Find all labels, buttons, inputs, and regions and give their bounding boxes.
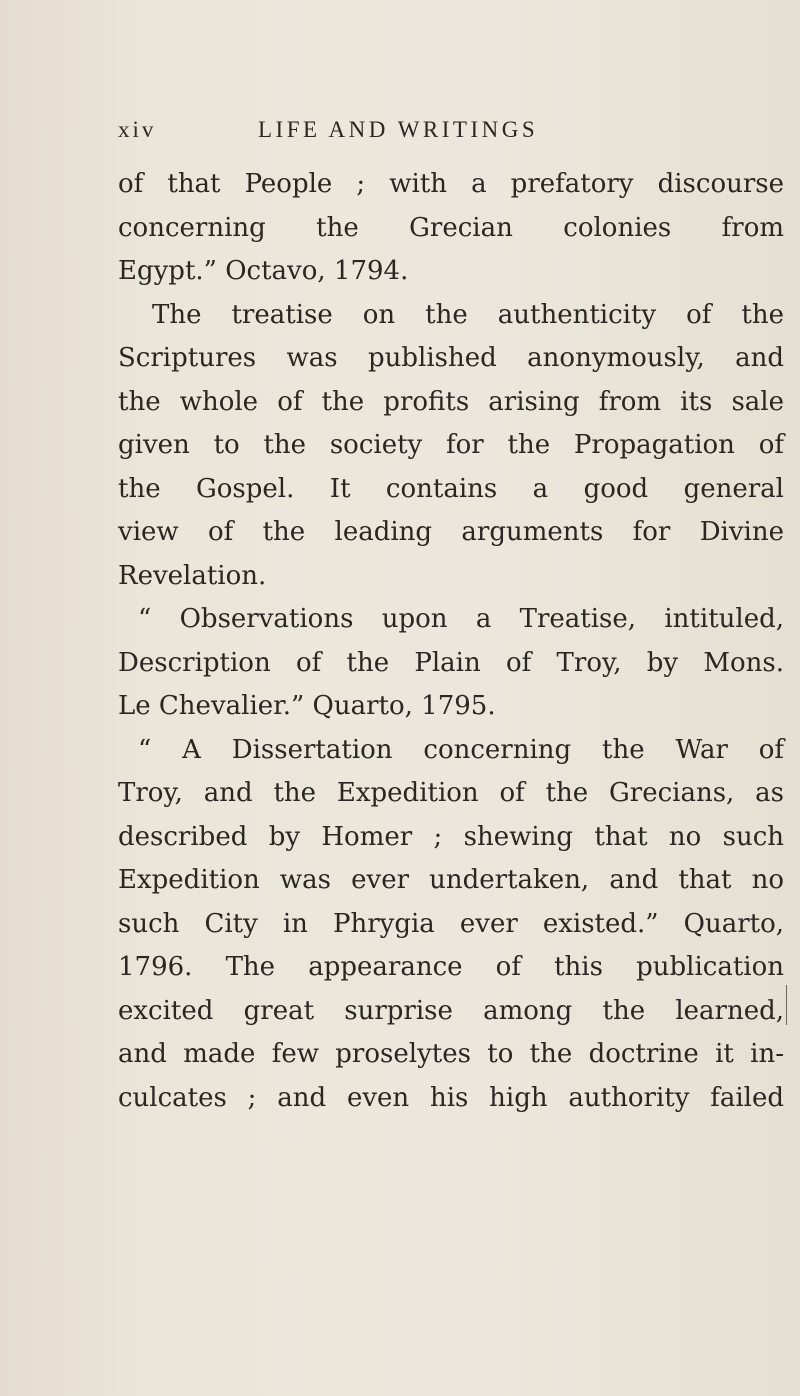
page-number: xiv — [118, 117, 157, 142]
text-line: the Gospel. It contains a good general — [118, 473, 784, 504]
text-line: Scriptures was published anonymously, and — [118, 343, 784, 373]
text-line: and made few proselytes to the doctrine it in- — [118, 1039, 784, 1069]
margin-mark — [786, 985, 787, 1025]
text-line: described by Homer ; shewing that no such — [118, 821, 784, 852]
text-line: “ A Dissertation concerning the War of — [138, 734, 784, 765]
page-header — [118, 110, 758, 150]
text-line: of that People ; with a prefatory discourse — [118, 169, 784, 199]
text-line: 1796. The appearance of this publication — [118, 952, 784, 982]
text-line: the whole of the profits arising from its sale — [118, 386, 784, 417]
text-line: Le Chevalier.” Quarto, 1795. — [118, 691, 496, 721]
text-line: given to the society for the Propagation of — [118, 430, 784, 460]
text-line: “ Observations upon a Treatise, intituled, — [138, 604, 784, 634]
text-line: Egypt.” Octavo, 1794. — [118, 256, 409, 286]
text-line: culcates ; and even his high authority failed — [118, 1082, 784, 1113]
text-line: The treatise on the authenticity of the — [152, 299, 784, 330]
running-title: LIFE AND WRITINGS — [258, 117, 539, 142]
body-text — [118, 163, 784, 1120]
text-line: Revelation. — [118, 560, 267, 591]
text-line: view of the leading arguments for Divine — [118, 517, 784, 547]
text-line: Troy, and the Expedition of the Grecians, as — [118, 778, 784, 808]
text-line: excited great surprise among the learned, — [118, 995, 784, 1026]
text-line: Expedition was ever undertaken, and that no — [118, 865, 784, 895]
text-line: such City in Phrygia ever existed.” Quarto, — [118, 908, 784, 939]
text-line: Description of the Plain of Troy, by Mons. — [118, 647, 784, 678]
text-line: concerning the Grecian colonies from — [118, 212, 784, 243]
